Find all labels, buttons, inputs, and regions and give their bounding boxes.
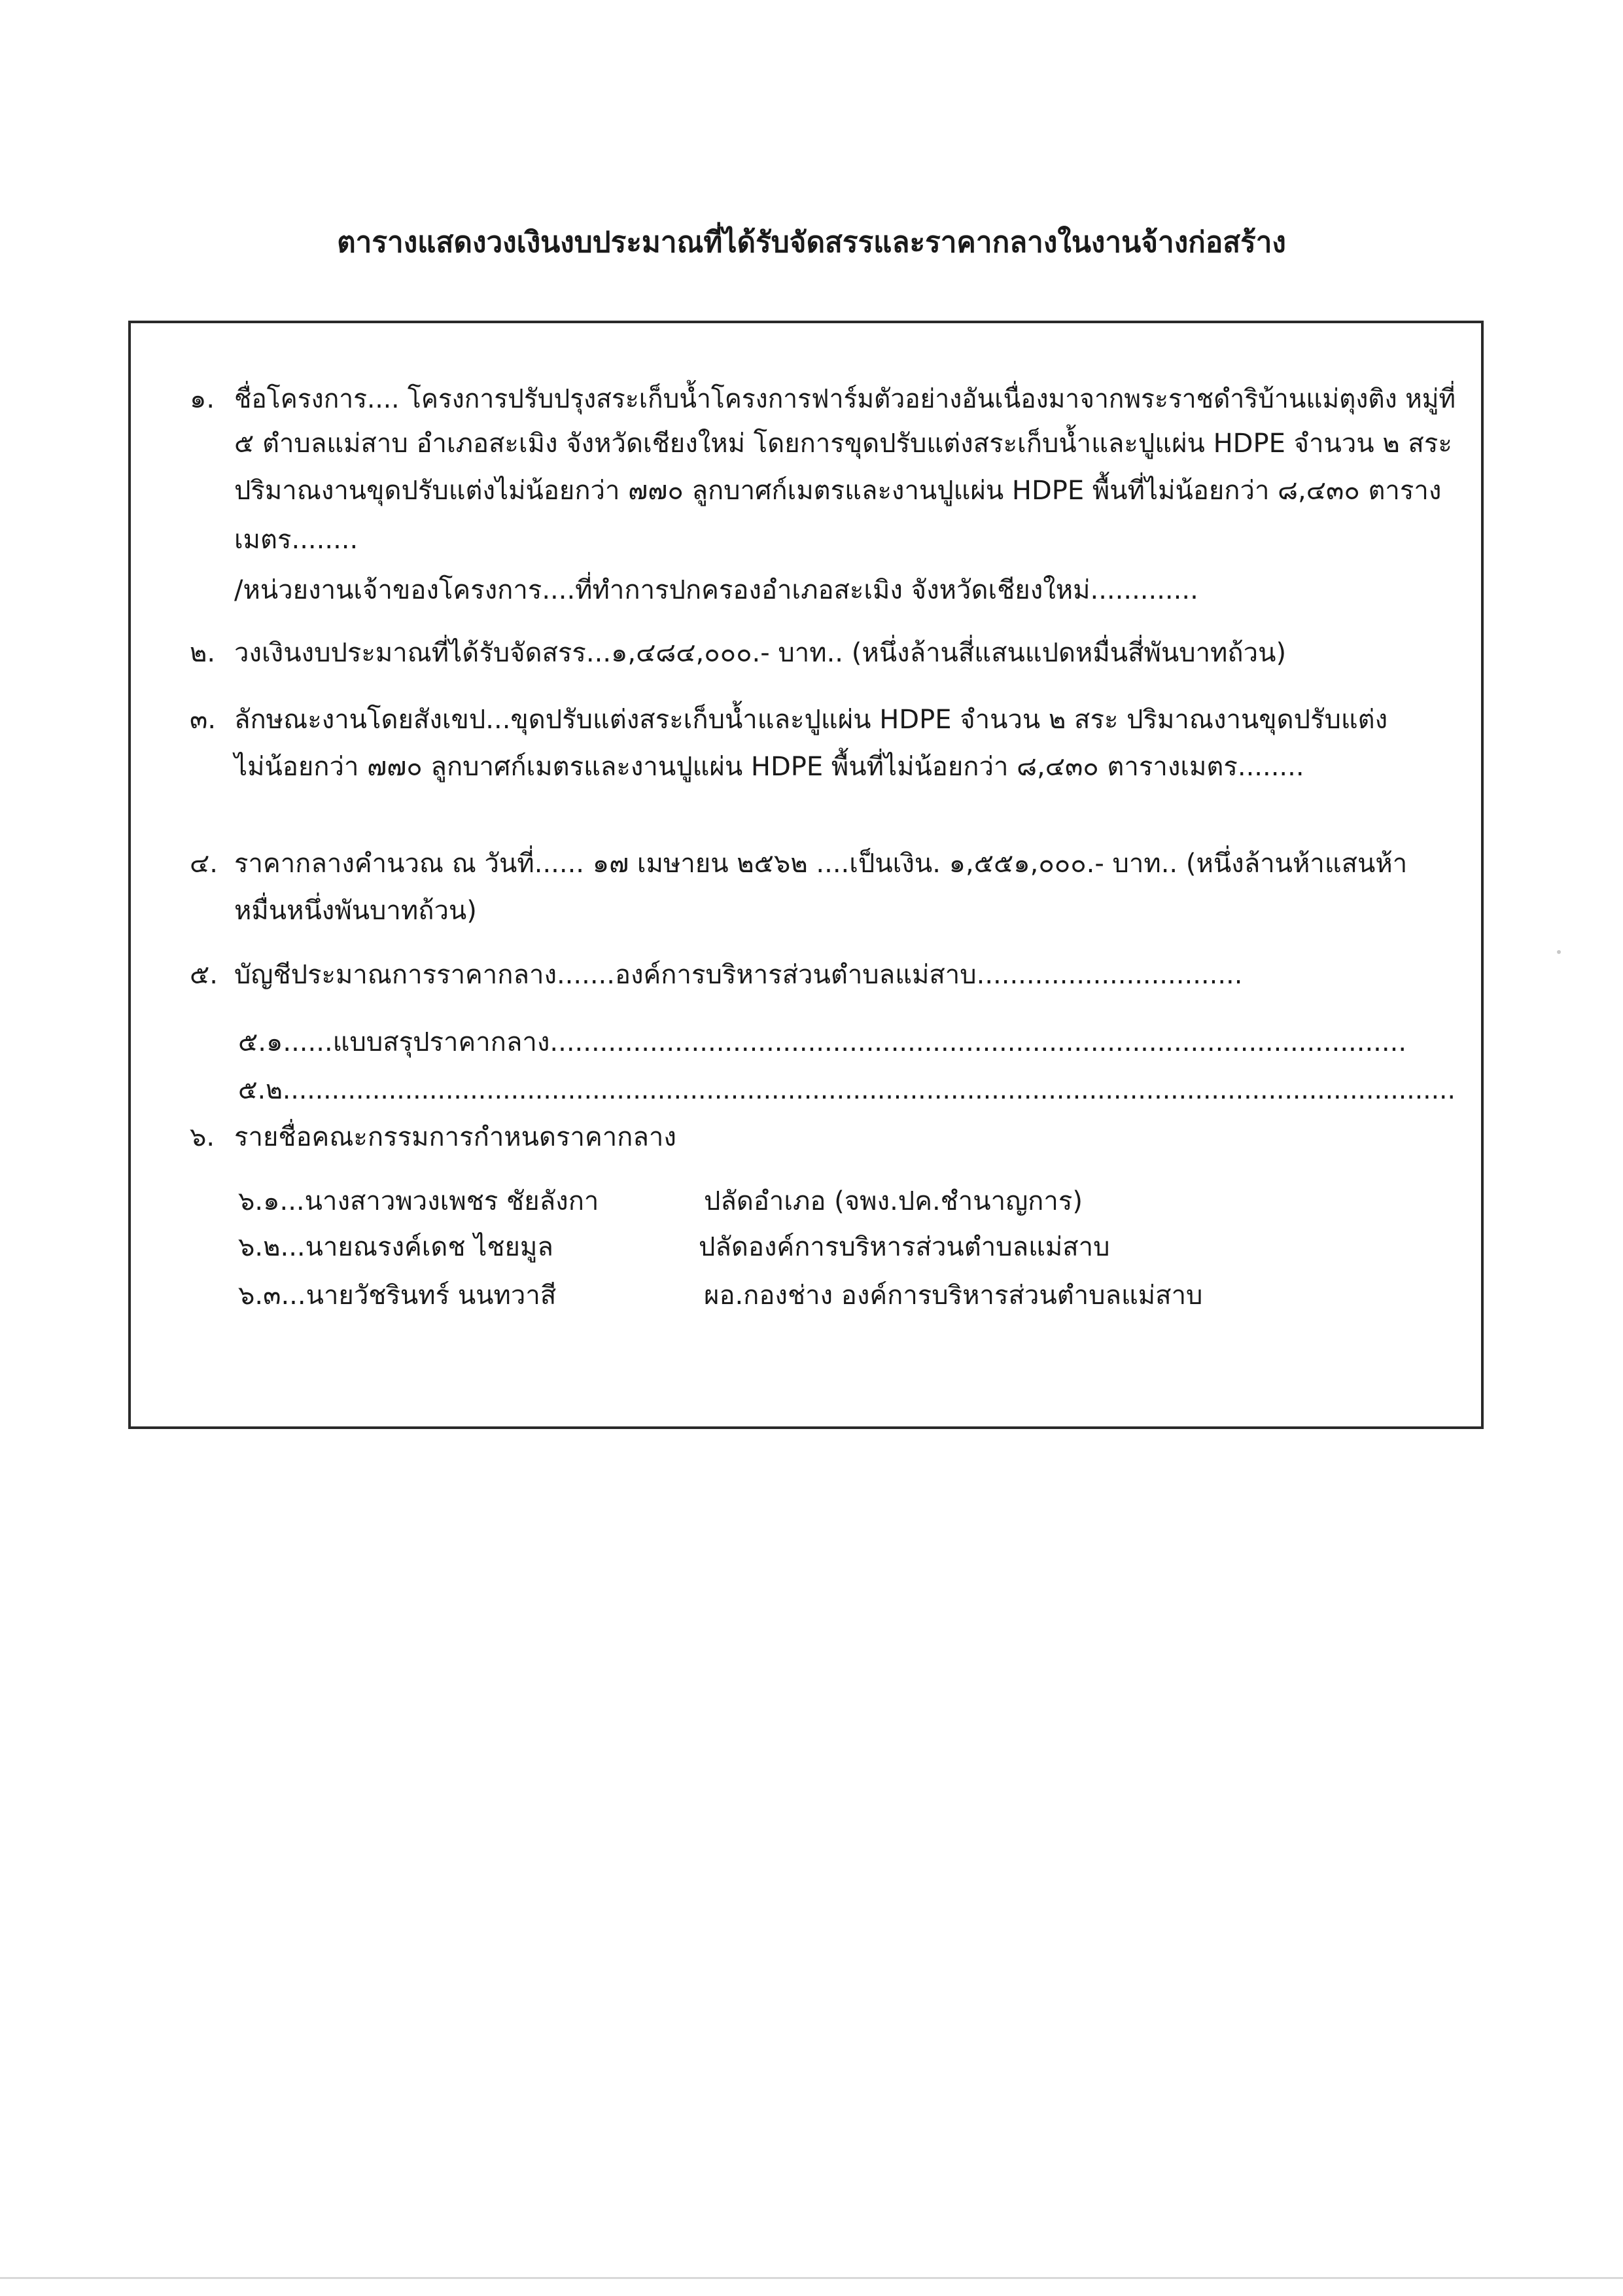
committee-member-2-name: ๖.๒...นายณรงค์เดช ไชยมูล <box>238 1232 553 1262</box>
page-title: ตารางแสดงวงเงินงบประมาณที่ได้รับจัดสรรและราคากลางในงานจ้างก่อสร้าง <box>337 226 1286 259</box>
scan-speck <box>1557 950 1561 954</box>
committee-member-1-position: ปลัดอำเภอ (จพง.ปค.ชำนาญการ) <box>704 1186 1083 1216</box>
item-5-sub-1: ๕.๑......แบบสรุปราคากลาง....................................................................................................... <box>238 1027 1407 1057</box>
item-4-line-1: ราคากลางคำนวณ ณ วันที่...... ๑๗ เมษายน ๒๕๖๒ ....เป็นเงิน. ๑,๕๕๑,๐๐๐.- บาท.. (หนึ่งล้านห้าแสนห้า <box>234 849 1408 879</box>
item-1-line-2: ๕ ตำบลแม่สาบ อำเภอสะเมิง จังหวัดเชียงใหม่ โดยการขุดปรับแต่งสระเก็บน้ำและปูแผ่น HDPE จำนวน ๒ สระ <box>234 429 1452 459</box>
committee-member-1-name: ๖.๑...นางสาวพวงเพชร ชัยลังกา <box>238 1186 599 1216</box>
item-3-number: ๓. <box>190 705 217 735</box>
item-3-line-1: ลักษณะงานโดยสังเขป...ขุดปรับแต่งสระเก็บน้ำและปูแผ่น HDPE จำนวน ๒ สระ ปริมาณงานขุดปรับแต่ง <box>234 705 1388 735</box>
item-1-owner: /หน่วยงานเจ้าของโครงการ....ที่ทำการปกครองอำเภอสะเมิง จังหวัดเชียงใหม่............. <box>234 575 1198 605</box>
item-5-number: ๕. <box>190 960 218 990</box>
committee-member-3-position: ผอ.กองช่าง องค์การบริหารส่วนตำบลแม่สาบ <box>704 1280 1203 1311</box>
item-6-line-1: รายชื่อคณะกรรมการกำหนดราคากลาง <box>234 1122 676 1152</box>
item-2-number: ๒. <box>190 638 216 668</box>
committee-member-2-position: ปลัดองค์การบริหารส่วนตำบลแม่สาบ <box>699 1232 1110 1262</box>
item-3-line-2: ไม่น้อยกว่า ๗๗๐ ลูกบาศก์เมตรและงานปูแผ่น HDPE พื้นที่ไม่น้อยกว่า ๘,๔๓๐ ตารางเมตร........ <box>234 752 1304 782</box>
scan-edge <box>0 2277 1623 2279</box>
item-1-line-3: ปริมาณงานขุดปรับแต่งไม่น้อยกว่า ๗๗๐ ลูกบาศก์เมตรและงานปูแผ่น HDPE พื้นที่ไม่น้อยกว่า ๘,๔๓๐ ตาราง <box>234 476 1442 506</box>
item-1-line-4: เมตร........ <box>234 525 358 555</box>
item-4-number: ๔. <box>190 849 218 879</box>
item-6-number: ๖. <box>190 1122 215 1152</box>
item-5-sub-2: ๕.๒................................................................................................................................................ <box>238 1075 1456 1105</box>
committee-member-3-name: ๖.๓...นายวัชรินทร์ นนทวาสี <box>238 1280 557 1311</box>
item-1-number: ๑. <box>190 384 215 414</box>
item-4-line-2: หมื่นหนึ่งพันบาทถ้วน) <box>234 896 477 926</box>
item-2-line-1: วงเงินงบประมาณที่ได้รับจัดสรร...๑,๔๘๔,๐๐๐.- บาท.. (หนึ่งล้านสี่แสนแปดหมื่นสี่พันบาทถ้วน) <box>234 638 1287 668</box>
item-5-line-1: บัญชีประมาณการราคากลาง.......องค์การบริหารส่วนตำบลแม่สาบ................................ <box>234 960 1243 990</box>
item-1-line-1: ชื่อโครงการ.... โครงการปรับปรุงสระเก็บน้ำโครงการฟาร์มตัวอย่างอันเนื่องมาจากพระราชดำริบ้านแม่ตุงติง หมู่ที่ <box>234 384 1456 414</box>
